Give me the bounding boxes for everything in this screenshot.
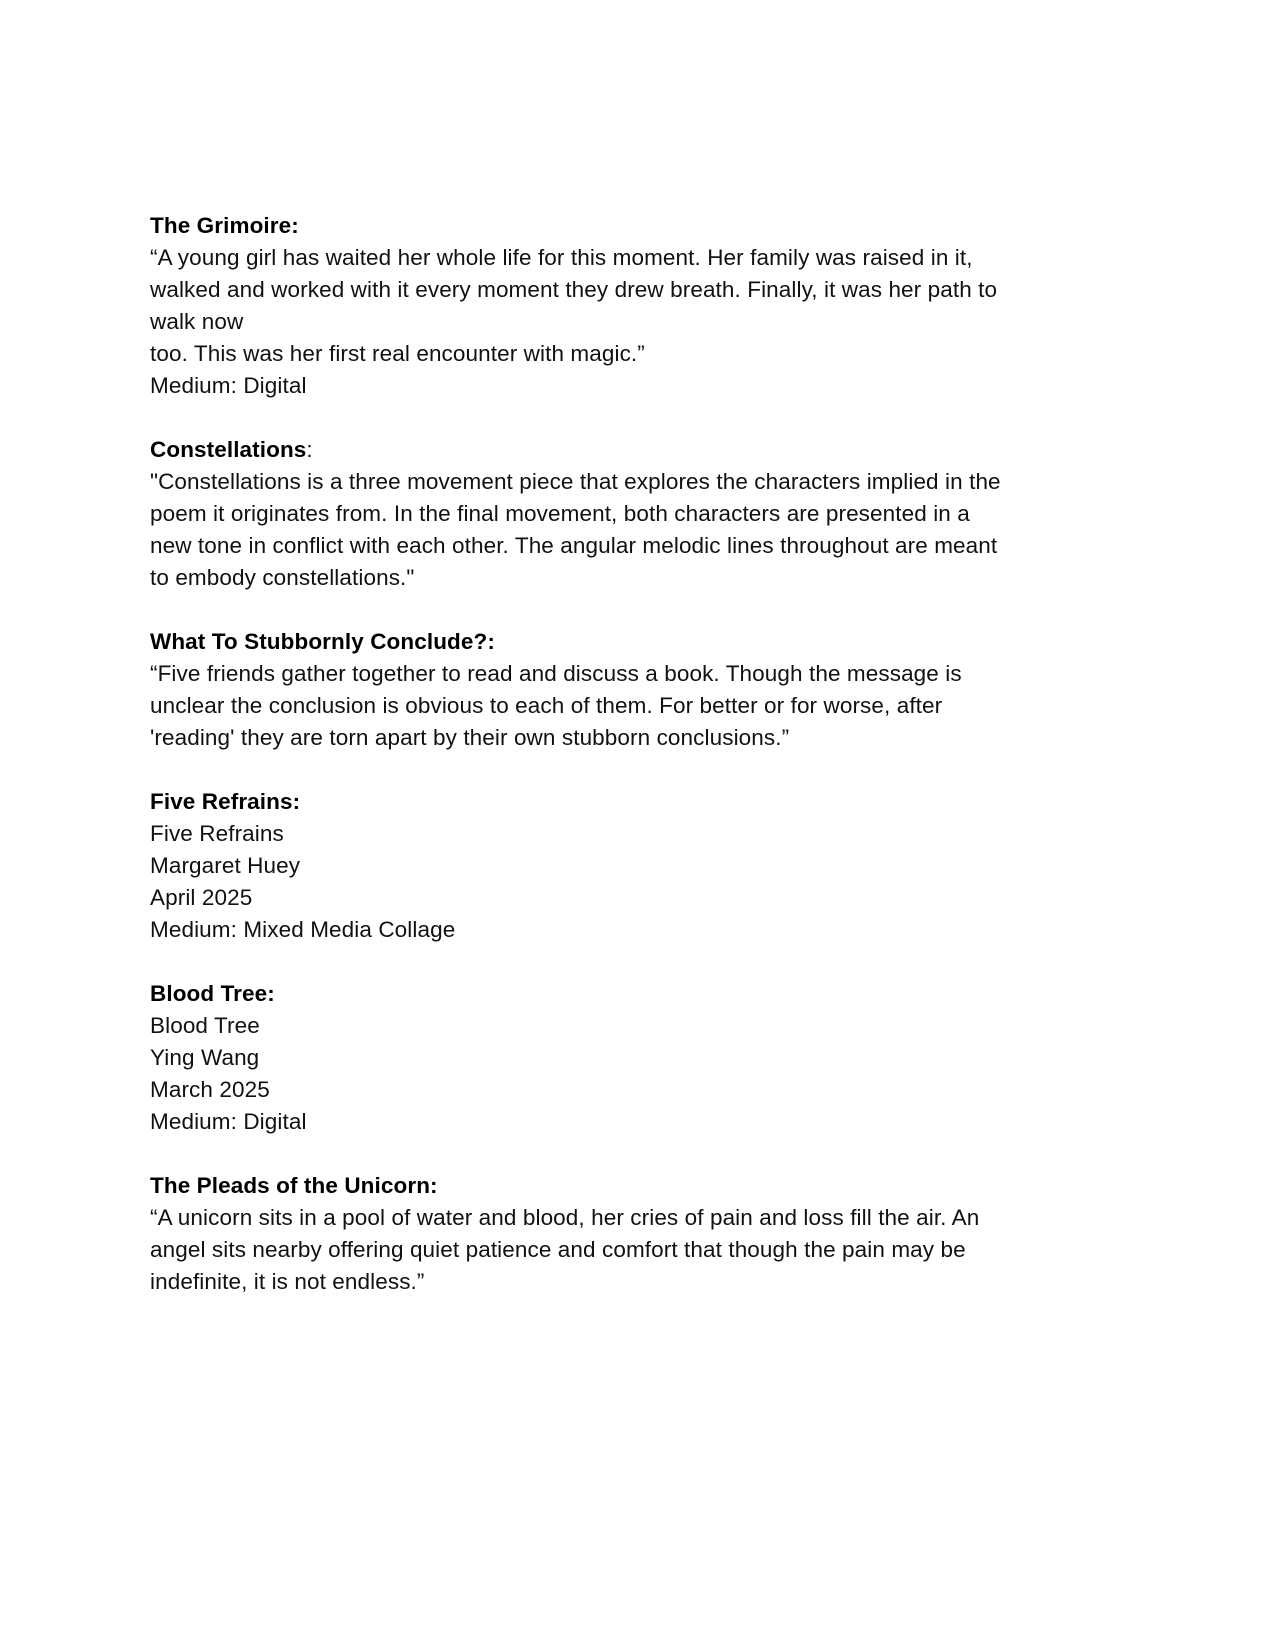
entry-medium: Medium: Mixed Media Collage	[150, 917, 456, 942]
entry-text-line: too. This was her first real encounter with magic.”	[150, 341, 645, 366]
document-page	[150, 210, 1130, 1330]
entry-date: April 2025	[150, 885, 253, 910]
entry-text-line: "Constellations is a three movement piece that explores the characters implied in the	[150, 469, 1001, 494]
entry-the-grimoire	[150, 210, 1130, 402]
entry-title-line	[150, 1170, 1130, 1202]
entry-artwork-title: Blood Tree	[150, 1013, 260, 1038]
entry-blood-tree	[150, 978, 1130, 1138]
entry-title-line	[150, 434, 1130, 466]
entry-title: Blood Tree:	[150, 981, 275, 1006]
entry-title-line	[150, 210, 1130, 242]
entry-text-line: 'reading' they are torn apart by their own stubborn conclusions.”	[150, 725, 790, 750]
entry-title-line	[150, 626, 1130, 658]
entry-title: The Grimoire:	[150, 213, 299, 238]
entry-text-line: indefinite, it is not endless.”	[150, 1269, 425, 1294]
entry-artwork-title: Five Refrains	[150, 821, 284, 846]
entry-title: Five Refrains:	[150, 789, 301, 814]
entry-medium: Medium: Digital	[150, 1109, 307, 1134]
entry-text-line: “A young girl has waited her whole life for this moment. Her family was raised in it,	[150, 245, 973, 270]
entry-text-line: “A unicorn sits in a pool of water and blood, her cries of pain and loss fill the air. An	[150, 1205, 980, 1230]
entry-text-line: new tone in conflict with each other. The angular melodic lines throughout are meant	[150, 533, 998, 558]
entry-text-line: to embody constellations."	[150, 565, 415, 590]
entry-date: March 2025	[150, 1077, 270, 1102]
entry-medium: Medium: Digital	[150, 373, 307, 398]
entry-text-line: poem it originates from. In the final movement, both characters are presented in a	[150, 501, 970, 526]
entry-title: The Pleads of the Unicorn:	[150, 1173, 438, 1198]
entry-text-line: unclear the conclusion is obvious to each of them. For better or for worse, after	[150, 693, 943, 718]
entry-title: Constellations	[150, 437, 307, 462]
entry-title-line	[150, 786, 1130, 818]
entry-artist: Margaret Huey	[150, 853, 301, 878]
entry-what-to-stubbornly-conclude	[150, 626, 1130, 754]
entry-text-line: walked and worked with it every moment they drew breath. Finally, it was her path to	[150, 277, 998, 302]
entry-title-suffix: :	[306, 437, 313, 462]
entry-title: What To Stubbornly Conclude?:	[150, 629, 495, 654]
entry-text-line: angel sits nearby offering quiet patience and comfort that though the pain may be	[150, 1237, 966, 1262]
entry-constellations	[150, 434, 1130, 594]
entry-text-line: walk now	[150, 309, 244, 334]
entry-artist: Ying Wang	[150, 1045, 260, 1070]
entry-text-line: “Five friends gather together to read and discuss a book. Though the message is	[150, 661, 962, 686]
entry-five-refrains	[150, 786, 1130, 946]
entry-the-pleads-of-the-unicorn	[150, 1170, 1130, 1298]
entry-title-line	[150, 978, 1130, 1010]
